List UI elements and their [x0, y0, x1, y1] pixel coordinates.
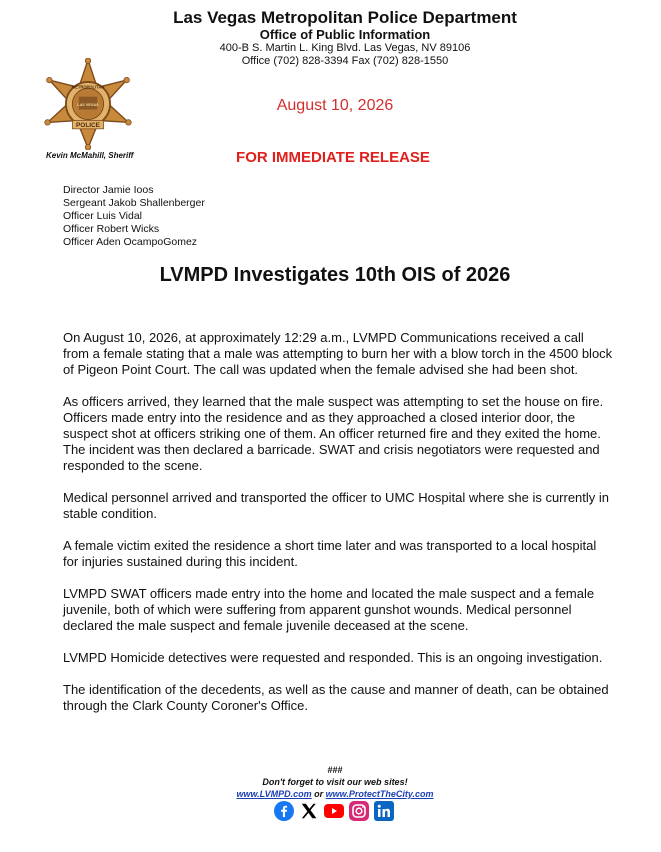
- badge-middle-text: LAS VEGAS: [77, 102, 99, 107]
- body-paragraph: LVMPD SWAT officers made entry into the home and located the male suspect and a female juvenile, both of which were suffering from apparent gunshot wounds. Medical personnel declared the male suspect and female juvenile deceased at the scene.: [63, 586, 595, 633]
- police-badge-logo: [42, 58, 134, 150]
- body-paragraph: On August 10, 2026, at approximately 12:29 a.m., LVMPD Communications received a call from a female stating that a male was attempting to burn her with a blow torch in the 4500 block of Pigeon Point Court. The call was updated when the female advised she had been shot.: [63, 330, 613, 377]
- release-date: August 10, 2026: [276, 97, 394, 114]
- protectthecity-website-link[interactable]: www.ProtectTheCity.com: [325, 789, 434, 799]
- headline: LVMPD Investigates 10th OIS of 2026: [159, 264, 511, 286]
- body-paragraph: The identification of the decedents, as well as the cause and manner of death, can be obtained through the Clark County Coroner's Office.: [63, 682, 609, 713]
- body-paragraph: As officers arrived, they learned that the male suspect was attempting to set the house on fire. Officers made entry into the residence and as they approached a closed interior door, the suspect shot at officers striking one of them. An officer returned fire and they exited the home. The incident was then declared a barricade. SWAT and crisis negotiators were requested and responded to the scene.: [63, 394, 604, 473]
- official-name: Sergeant Jakob Shallenberger: [63, 197, 205, 209]
- footer-or-text: or: [311, 789, 326, 799]
- office-name: Office of Public Information: [259, 27, 431, 42]
- release-label: FOR IMMEDIATE RELEASE: [236, 149, 430, 166]
- facebook-icon[interactable]: [274, 800, 295, 822]
- sheriff-name: Kevin McMahill, Sheriff: [46, 151, 134, 160]
- body-paragraph: Medical personnel arrived and transported the officer to UMC Hospital where she is currently in stable condition.: [63, 490, 610, 521]
- lvmpd-website-link[interactable]: www.LVMPD.com: [236, 789, 312, 799]
- instagram-icon[interactable]: [348, 800, 369, 822]
- social-media-icons: [274, 800, 394, 822]
- footer-links: [0, 789, 661, 799]
- official-name: Director Jamie Ioos: [63, 184, 154, 196]
- body-paragraph: LVMPD Homicide detectives were requested and responded. This is an ongoing investigation.: [63, 650, 603, 665]
- official-name: Officer Luis Vidal: [63, 210, 142, 222]
- linkedin-icon[interactable]: [373, 800, 394, 822]
- badge-top-text: METROPOLITAN: [71, 84, 105, 90]
- end-mark: ###: [327, 765, 343, 775]
- badge-bottom-text: POLICE: [76, 122, 100, 129]
- officials-list: [63, 184, 205, 249]
- official-name: Officer Aden OcampoGomez: [63, 236, 198, 248]
- office-address: 400-B S. Martin L. King Blvd. Las Vegas, NV 89106: [219, 42, 471, 54]
- official-name: Officer Robert Wicks: [63, 223, 160, 235]
- youtube-icon[interactable]: [324, 800, 345, 822]
- office-phones: Office (702) 828-3394 Fax (702) 828-1550: [241, 55, 449, 67]
- body-paragraph: A female victim exited the residence a short time later and was transported to a local hospital for injuries sustained during this incident.: [63, 538, 597, 569]
- x-icon[interactable]: [299, 800, 320, 822]
- press-release-body: [63, 330, 613, 730]
- department-name: Las Vegas Metropolitan Police Department: [173, 8, 517, 27]
- footer-tagline: Don't forget to visit our web sites!: [262, 777, 408, 787]
